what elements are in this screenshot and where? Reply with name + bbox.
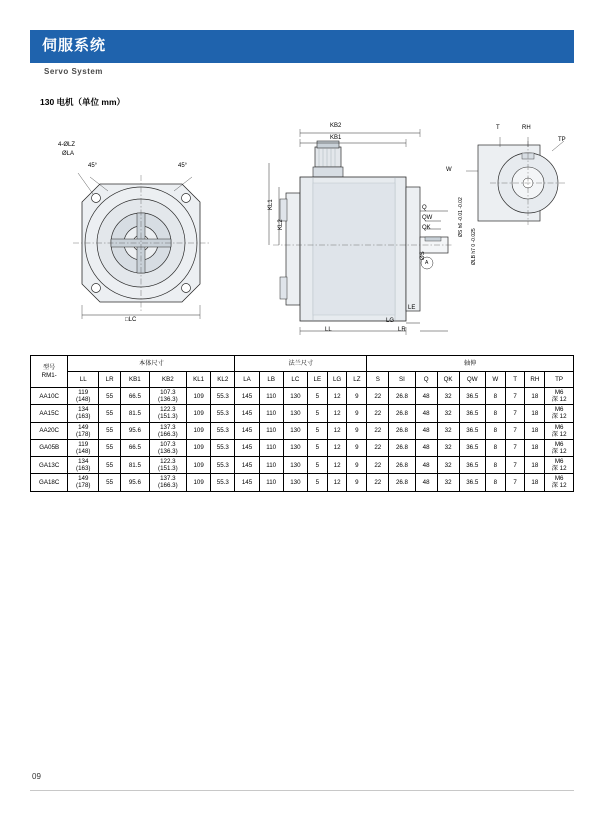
label-kb2: KB2 bbox=[330, 123, 342, 129]
table-cell-s: 22 bbox=[367, 439, 389, 456]
table-column-lb: LB bbox=[259, 372, 283, 388]
table-column-w: W bbox=[485, 372, 505, 388]
table-cell-lg: 12 bbox=[327, 422, 347, 439]
table-cell-kl1: 109 bbox=[187, 457, 211, 474]
table-cell-tp: M6 深 12 bbox=[545, 474, 574, 491]
table-column-t: T bbox=[505, 372, 525, 388]
table-row bbox=[31, 405, 574, 422]
table-cell-model: AA15C bbox=[31, 405, 68, 422]
table-cell-tp: M6 深 12 bbox=[545, 457, 574, 474]
table-column-lz: LZ bbox=[347, 372, 367, 388]
table-cell-ll: 149 (178) bbox=[68, 474, 99, 491]
table-cell-lz: 9 bbox=[347, 457, 367, 474]
table-cell-le: 5 bbox=[307, 439, 327, 456]
header-bar bbox=[30, 30, 574, 60]
table-cell-lz: 9 bbox=[347, 422, 367, 439]
table-cell-qk: 32 bbox=[437, 474, 459, 491]
table-cell-si: 26.8 bbox=[389, 405, 415, 422]
label-kl2: KL2 bbox=[278, 219, 284, 230]
table-column-tp: TP bbox=[545, 372, 574, 388]
table-cell-kb2: 137.3 (166.3) bbox=[149, 474, 186, 491]
label-ll: LL bbox=[325, 327, 332, 333]
page-title: 伺服系统 bbox=[42, 37, 107, 54]
table-cell-kl1: 109 bbox=[187, 422, 211, 439]
table-cell-lc: 130 bbox=[283, 422, 307, 439]
table-cell-le: 5 bbox=[307, 474, 327, 491]
label-angle-left: 45° bbox=[88, 163, 98, 169]
table-row bbox=[31, 457, 574, 474]
table-cell-lz: 9 bbox=[347, 405, 367, 422]
table-cell-si: 26.8 bbox=[389, 457, 415, 474]
table-cell-rh: 18 bbox=[525, 439, 545, 456]
table-cell-lr: 55 bbox=[99, 405, 121, 422]
table-cell-lr: 55 bbox=[99, 422, 121, 439]
table-cell-lc: 130 bbox=[283, 405, 307, 422]
table-cell-lb: 110 bbox=[259, 474, 283, 491]
table-column-la: LA bbox=[235, 372, 259, 388]
label-q: Q bbox=[422, 205, 427, 211]
table-cell-kb2: 137.3 (166.3) bbox=[149, 422, 186, 439]
table-cell-q: 48 bbox=[415, 474, 437, 491]
table-cell-kl1: 109 bbox=[187, 388, 211, 405]
label-bolt-lz: 4-ØLZ bbox=[58, 142, 76, 148]
label-w: W bbox=[446, 167, 452, 173]
table-cell-ll: 119 (148) bbox=[68, 439, 99, 456]
table-cell-kb2: 107.3 (136.3) bbox=[149, 388, 186, 405]
right-view-drawing bbox=[460, 133, 580, 253]
table-header-model bbox=[31, 356, 68, 388]
table-cell-kb1: 66.5 bbox=[121, 388, 150, 405]
label-la: ØLA bbox=[62, 151, 75, 157]
table-cell-qk: 32 bbox=[437, 439, 459, 456]
table-column-kb2: KB2 bbox=[149, 372, 186, 388]
table-cell-le: 5 bbox=[307, 457, 327, 474]
table-cell-q: 48 bbox=[415, 422, 437, 439]
table-cell-lr: 55 bbox=[99, 439, 121, 456]
table-cell-s: 22 bbox=[367, 457, 389, 474]
footer-rule bbox=[30, 790, 574, 791]
table-cell-si: 26.8 bbox=[389, 422, 415, 439]
table-column-rh: RH bbox=[525, 372, 545, 388]
table-cell-ll: 134 (163) bbox=[68, 457, 99, 474]
table-cell-t: 7 bbox=[505, 474, 525, 491]
label-angle-right: 45° bbox=[178, 163, 188, 169]
table-cell-t: 7 bbox=[505, 422, 525, 439]
table-cell-lg: 12 bbox=[327, 457, 347, 474]
table-cell-lz: 9 bbox=[347, 388, 367, 405]
table-cell-tp: M6 深 12 bbox=[545, 388, 574, 405]
table-cell-la: 145 bbox=[235, 405, 259, 422]
table-cell-kb1: 95.6 bbox=[121, 422, 150, 439]
table-cell-la: 145 bbox=[235, 474, 259, 491]
label-tp: TP bbox=[558, 137, 566, 143]
table-cell-le: 5 bbox=[307, 388, 327, 405]
table-cell-w: 8 bbox=[485, 422, 505, 439]
table-cell-t: 7 bbox=[505, 457, 525, 474]
table-cell-kl1: 109 bbox=[187, 405, 211, 422]
table-cell-kl1: 109 bbox=[187, 439, 211, 456]
header-subtitle: Servo System bbox=[44, 67, 103, 76]
table-cell-kl2: 55.3 bbox=[211, 439, 235, 456]
table-cell-lb: 110 bbox=[259, 457, 283, 474]
table-cell-lr: 55 bbox=[99, 388, 121, 405]
table-cell-model: AA10C bbox=[31, 388, 68, 405]
table-group-flange: 法兰尺寸 bbox=[235, 356, 367, 372]
label-s-diameter: ØS bbox=[420, 251, 426, 260]
table-cell-w: 8 bbox=[485, 388, 505, 405]
model-label-top: 型号 bbox=[42, 364, 56, 372]
table-cell-lz: 9 bbox=[347, 474, 367, 491]
label-t: T bbox=[496, 125, 500, 131]
table-cell-kl2: 55.3 bbox=[211, 388, 235, 405]
table-row bbox=[31, 388, 574, 405]
table-cell-kl2: 55.3 bbox=[211, 457, 235, 474]
table-cell-lb: 110 bbox=[259, 422, 283, 439]
table-cell-qw: 36.5 bbox=[459, 388, 485, 405]
table-cell-le: 5 bbox=[307, 405, 327, 422]
table-cell-q: 48 bbox=[415, 388, 437, 405]
table-cell-model: GA18C bbox=[31, 474, 68, 491]
table-cell-le: 5 bbox=[307, 422, 327, 439]
table-cell-la: 145 bbox=[235, 388, 259, 405]
table-cell-lc: 130 bbox=[283, 457, 307, 474]
table-cell-s: 22 bbox=[367, 422, 389, 439]
table-column-kb1: KB1 bbox=[121, 372, 150, 388]
table-cell-qw: 36.5 bbox=[459, 457, 485, 474]
table-group-shaft: 轴伸 bbox=[367, 356, 574, 372]
table-cell-t: 7 bbox=[505, 439, 525, 456]
table-column-ll: LL bbox=[68, 372, 99, 388]
label-lc: □LC bbox=[125, 317, 137, 323]
model-label-bottom: RM1- bbox=[41, 371, 57, 379]
table-column-qk: QK bbox=[437, 372, 459, 388]
table-cell-qk: 32 bbox=[437, 422, 459, 439]
table-row bbox=[31, 422, 574, 439]
table-cell-qw: 36.5 bbox=[459, 474, 485, 491]
table-cell-rh: 18 bbox=[525, 388, 545, 405]
page-number: 09 bbox=[32, 772, 41, 781]
table-cell-t: 7 bbox=[505, 388, 525, 405]
table-cell-kb1: 81.5 bbox=[121, 405, 150, 422]
table-cell-lc: 130 bbox=[283, 439, 307, 456]
table-cell-w: 8 bbox=[485, 405, 505, 422]
label-lr: LR bbox=[398, 327, 406, 333]
table-cell-lg: 12 bbox=[327, 405, 347, 422]
table-cell-lg: 12 bbox=[327, 474, 347, 491]
table-cell-qw: 36.5 bbox=[459, 439, 485, 456]
table-column-si: SI bbox=[389, 372, 415, 388]
table-cell-kb2: 122.3 (151.3) bbox=[149, 405, 186, 422]
header-rule bbox=[30, 60, 574, 63]
table-cell-rh: 18 bbox=[525, 457, 545, 474]
label-s-tolerance: ØS h6 -0.01 -0.02 bbox=[458, 197, 464, 237]
table-cell-lc: 130 bbox=[283, 474, 307, 491]
table-cell-kb1: 66.5 bbox=[121, 439, 150, 456]
label-kb1: KB1 bbox=[330, 135, 342, 141]
label-rh: RH bbox=[522, 125, 531, 131]
table-cell-qk: 32 bbox=[437, 457, 459, 474]
table-cell-s: 22 bbox=[367, 388, 389, 405]
table-cell-kb1: 95.6 bbox=[121, 474, 150, 491]
middle-view-drawing bbox=[255, 125, 455, 340]
table-column-header-row bbox=[31, 372, 574, 388]
label-le: LE bbox=[408, 305, 416, 311]
table-cell-kb2: 107.3 (136.3) bbox=[149, 439, 186, 456]
table-cell-lz: 9 bbox=[347, 439, 367, 456]
table-column-le: LE bbox=[307, 372, 327, 388]
table-column-qw: QW bbox=[459, 372, 485, 388]
table-cell-w: 8 bbox=[485, 457, 505, 474]
table-cell-w: 8 bbox=[485, 474, 505, 491]
table-cell-kl2: 55.3 bbox=[211, 474, 235, 491]
table-cell-lb: 110 bbox=[259, 388, 283, 405]
table-cell-lg: 12 bbox=[327, 439, 347, 456]
table-cell-q: 48 bbox=[415, 405, 437, 422]
table-cell-q: 48 bbox=[415, 457, 437, 474]
table-cell-lr: 55 bbox=[99, 457, 121, 474]
table-body bbox=[31, 388, 574, 492]
table-cell-qk: 32 bbox=[437, 388, 459, 405]
left-view-drawing bbox=[60, 155, 260, 355]
table-cell-kb2: 122.3 (151.3) bbox=[149, 457, 186, 474]
label-lg: LG bbox=[386, 318, 395, 324]
table-cell-lb: 110 bbox=[259, 439, 283, 456]
table-cell-si: 26.8 bbox=[389, 388, 415, 405]
table-cell-s: 22 bbox=[367, 474, 389, 491]
section-title: 130 电机（单位 mm） bbox=[40, 97, 126, 107]
table-cell-tp: M6 深 12 bbox=[545, 422, 574, 439]
table-row bbox=[31, 474, 574, 491]
table-cell-lb: 110 bbox=[259, 405, 283, 422]
label-qw: QW bbox=[422, 215, 433, 221]
table-cell-tp: M6 深 12 bbox=[545, 439, 574, 456]
table-cell-rh: 18 bbox=[525, 405, 545, 422]
table-row bbox=[31, 439, 574, 456]
table-column-lg: LG bbox=[327, 372, 347, 388]
table-column-kl2: KL2 bbox=[211, 372, 235, 388]
table-cell-t: 7 bbox=[505, 405, 525, 422]
dimension-table bbox=[30, 355, 574, 492]
table-cell-w: 8 bbox=[485, 439, 505, 456]
table-cell-kb1: 81.5 bbox=[121, 457, 150, 474]
table-column-q: Q bbox=[415, 372, 437, 388]
table-cell-q: 48 bbox=[415, 439, 437, 456]
table-cell-la: 145 bbox=[235, 457, 259, 474]
table-cell-ll: 119 (148) bbox=[68, 388, 99, 405]
label-kl1: KL1 bbox=[268, 199, 274, 210]
table-cell-qw: 36.5 bbox=[459, 422, 485, 439]
drawing-area bbox=[30, 115, 574, 350]
table-cell-qw: 36.5 bbox=[459, 405, 485, 422]
table-cell-model: GA05B bbox=[31, 439, 68, 456]
table-cell-s: 22 bbox=[367, 405, 389, 422]
table-cell-ll: 134 (163) bbox=[68, 405, 99, 422]
table-cell-qk: 32 bbox=[437, 405, 459, 422]
table-column-s: S bbox=[367, 372, 389, 388]
table-cell-lg: 12 bbox=[327, 388, 347, 405]
table-cell-si: 26.8 bbox=[389, 439, 415, 456]
label-lb-tolerance: ØLB h7 0 -0.025 bbox=[471, 228, 477, 265]
table-cell-si: 26.8 bbox=[389, 474, 415, 491]
table-cell-ll: 149 (178) bbox=[68, 422, 99, 439]
table-cell-kl2: 55.3 bbox=[211, 405, 235, 422]
table-column-kl1: KL1 bbox=[187, 372, 211, 388]
table-cell-model: GA13C bbox=[31, 457, 68, 474]
table-cell-lr: 55 bbox=[99, 474, 121, 491]
table-group-body: 本体尺寸 bbox=[68, 356, 235, 372]
label-detail-a: A bbox=[425, 260, 429, 266]
table-cell-kl2: 55.3 bbox=[211, 422, 235, 439]
table-cell-rh: 18 bbox=[525, 474, 545, 491]
table-cell-tp: M6 深 12 bbox=[545, 405, 574, 422]
table-column-lc: LC bbox=[283, 372, 307, 388]
table-cell-lc: 130 bbox=[283, 388, 307, 405]
table-cell-kl1: 109 bbox=[187, 474, 211, 491]
table-column-lr: LR bbox=[99, 372, 121, 388]
table-group-header-row bbox=[31, 356, 574, 372]
label-qk: QK bbox=[422, 225, 431, 231]
table-cell-rh: 18 bbox=[525, 422, 545, 439]
table-cell-la: 145 bbox=[235, 439, 259, 456]
table-cell-la: 145 bbox=[235, 422, 259, 439]
table-cell-model: AA20C bbox=[31, 422, 68, 439]
